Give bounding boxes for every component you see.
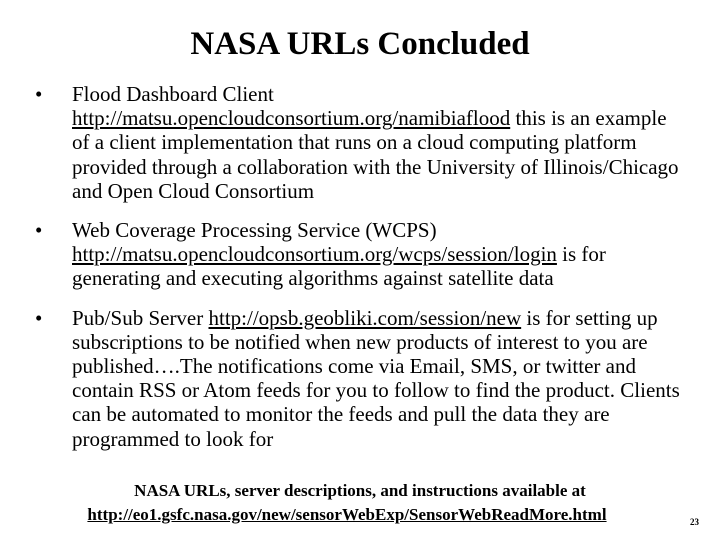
wcps-link[interactable]: http://matsu.opencloudconsortium.org/wcps/session/login xyxy=(72,242,557,267)
bullet-flood-dashboard xyxy=(30,82,680,203)
footer-text: NASA URLs, server descriptions, and instructions available at xyxy=(134,481,586,500)
slide-title: NASA URLs Concluded xyxy=(190,26,530,62)
bullet-lead: Pub/Sub Server xyxy=(72,305,209,330)
footer-link[interactable]: http://eo1.gsfc.nasa.gov/new/sensorWebExp/SensorWebReadMore.html xyxy=(87,505,607,524)
bullet-dot-icon: • xyxy=(35,82,43,106)
page-number: 23 xyxy=(690,517,699,527)
bullet-text: this is an example of a client implementation that runs on a cloud computing platform provided through a collaboration with the University of Illinois/Chicago and Open Cloud Consortium xyxy=(72,106,679,203)
bullet-lead: Web Coverage Processing Service (WCPS) xyxy=(72,218,437,243)
bullet-lead: Flood Dashboard Client xyxy=(72,82,274,106)
flood-dashboard-link[interactable]: http://matsu.opencloudconsortium.org/namibiaflood xyxy=(72,106,511,131)
bullet-dot-icon: • xyxy=(35,218,43,243)
bullet-list xyxy=(30,82,680,451)
bullet-wcps xyxy=(30,218,680,291)
bullet-text: is for setting up subscriptions to be notified when new products of interest to you are published….The notifications come via Email, SMS, or twitter and contain RSS or Atom feeds for you to follow to find the product. Clients can be automated to monitor the feeds and pull the data they are programmed to look for xyxy=(72,305,680,451)
bullet-pubsub xyxy=(30,306,680,451)
pubsub-link[interactable]: http://opsb.geobliki.com/session/new xyxy=(208,305,522,330)
bullet-dot-icon: • xyxy=(35,305,43,330)
bullet-text: is for generating and executing algorithms against satellite data xyxy=(72,242,606,291)
footer xyxy=(0,480,720,526)
